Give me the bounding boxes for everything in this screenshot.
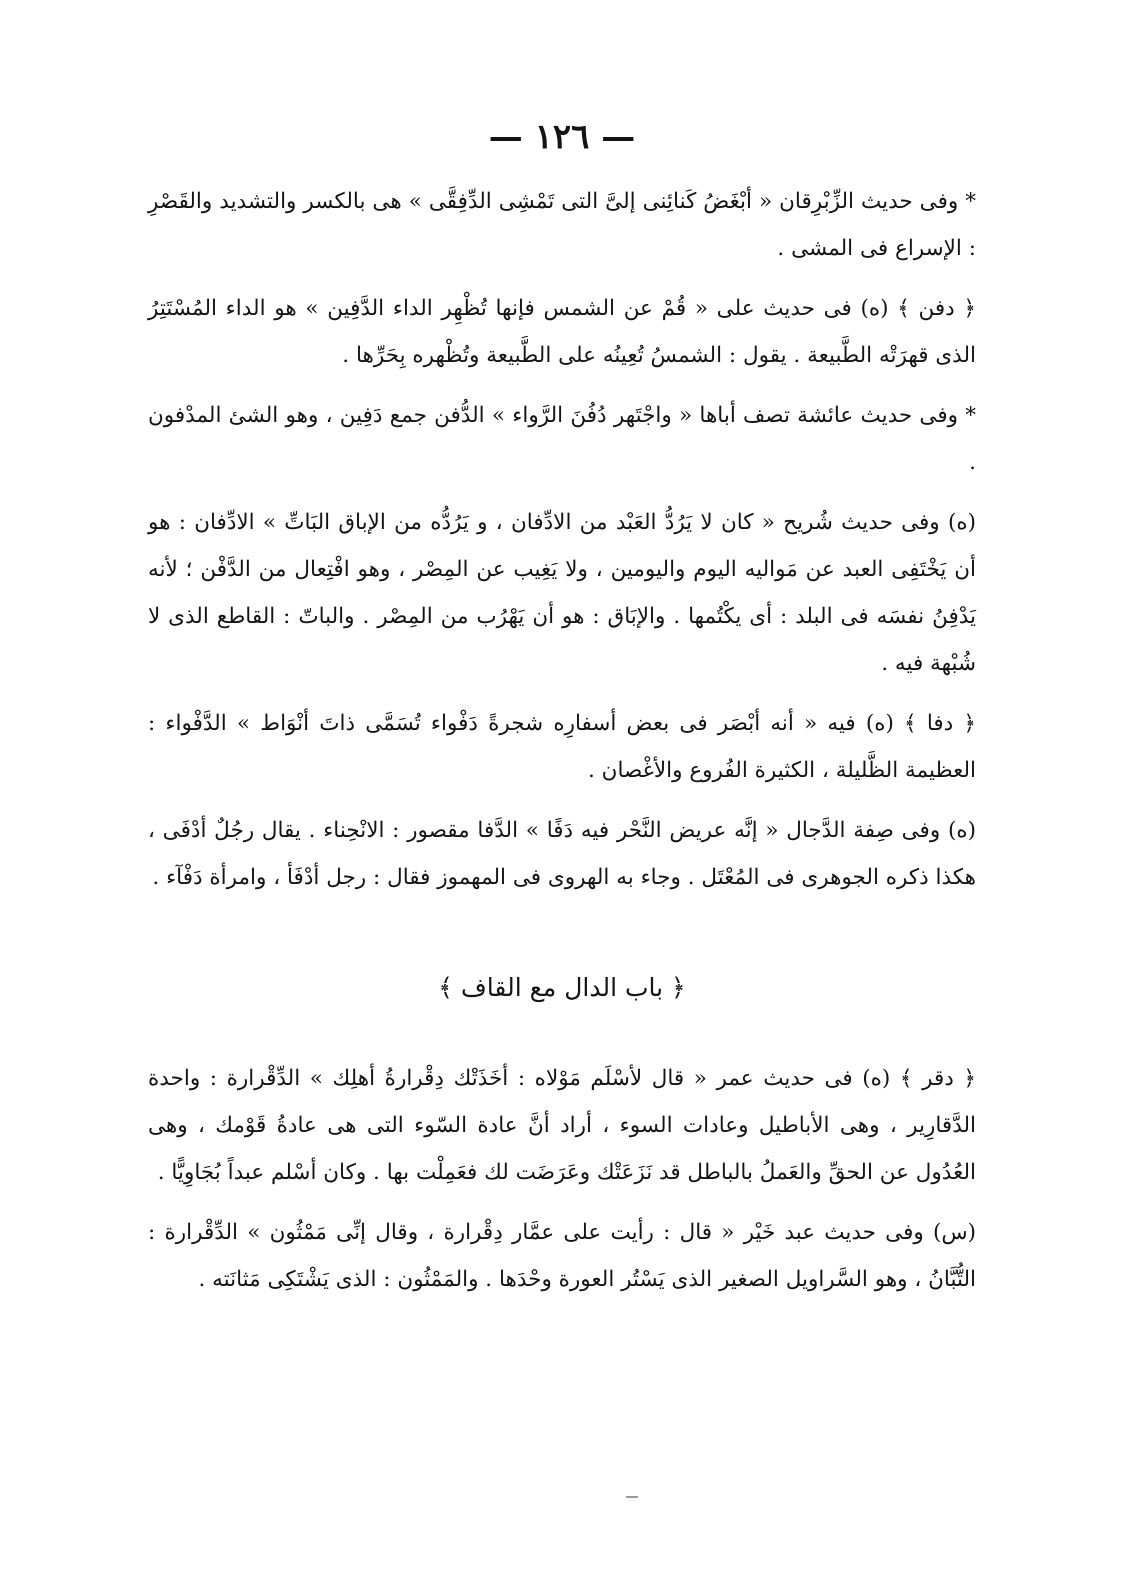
entry-dafa-paragraph: ﴿ دفا ﴾ (ه) فيه « أنه أبْصَر فى بعض أسفارِه شجرةً دَفْواء تُسَمَّى ذاتَ أنْوَاط » الدَّفْواء : العظيمة الظَّليلة ، الكثيرة الفُروع والأغْصان . bbox=[148, 711, 976, 783]
page-number: — ١٢٦ — bbox=[488, 117, 636, 157]
bottom-divider-mark bbox=[626, 1496, 638, 1498]
entry-dafn-paragraph: ﴿ دفن ﴾ (ه) فى حديث على « قُمْ عن الشمس فإنها تُظْهِر الداء الدَّفِين » هو الداء المُسْتَتِرُ الذى قهرَتْه الطَّبيعة . يقول : الشمسُ تُعِينُه على الطَّبيعة وتُظْهره بِحَرِّها . bbox=[148, 296, 976, 368]
entry-shurayh-paragraph: (ه) وفى حديث شُريح « كان لا يَرُدُّ العَبْد من الادِّفان ، و يَرُدُّه من الإباق البَاتِّ » الادِّفان : هو أن يَخْتَفِى العبد عن مَواليه اليوم واليومين ، ولا يَغِيب عن المِصْر ، وهو افْتِعال من الدَّفْن ؛ لأنه يَدْفِنُ نفسَه فى البلد : أى يكْتُمها . والإبَاق : هو أن يَهْرُب من المِصْر . والباتّ : القاطع الذى لا شُبْهة فيه . bbox=[148, 510, 976, 676]
entry-abd-khayr-paragraph: (س) وفى حديث عبد خَيْر « قال : رأيت على عمَّار دِقْرارة ، وقال إنِّى مَمْثُون » الدِّقْرارة : التُّبَّانُ ، وهو السَّراويل الصغير الذى يَسْتُر العورة وحْدَها . والمَمْثُون : الذى يَشْتَكِى مَثانَته . bbox=[148, 1220, 976, 1292]
entry-dajjal-paragraph: (ه) وفى صِفة الدَّجال « إنَّه عريض النَّحْر فيه دَفًا » الدَّفا مقصور : الانْحِناء . يقال رجُلٌ أدْفَى ، هكذا ذكره الجوهرى فى المُعْتَل . وجاء به الهروى فى المهموز فقال : رجل أدْفَأ ، وامرأة دَفْآء . bbox=[148, 818, 976, 890]
entry-aisha-paragraph: * وفى حديث عائشة تصف أباها « واجْتَهر دُفُنَ الرَّواء » الدُّفن جمع دَفِين ، وهو الشئ المدْفون . bbox=[148, 403, 976, 475]
entry-zibriqan-paragraph: * وفى حديث الزِّبْرِقان « أبْغَضُ كَنائِنى إلىَّ التى تَمْشِى الدِّفِقَّى » هى بالكسر والتشديد والقَصْرِ : الإسراع فى المشى . bbox=[148, 189, 976, 261]
section-heading: ﴿ باب الدال مع القاف ﴾ bbox=[438, 973, 686, 1002]
entry-daqr-paragraph: ﴿ دقر ﴾ (ه) فى حديث عمر « قال لأسْلَم مَوْلاه : أخَذَتْك دِقْرارةُ أهلِك » الدِّقْرارة : واحدة الدَّقارِير ، وهى الأباطيل وعادات السوء ، أراد أنَّ عادة السّوء التى هى عادةُ قَوْمك ، وهى العُدُول عن الحقِّ والعَملُ بالباطل قد نَزَعَتْك وعَرَضَت لك فعَمِلْت بها . وكان أسْلم عبداً بُجَاوِيًّا . bbox=[148, 1066, 976, 1185]
